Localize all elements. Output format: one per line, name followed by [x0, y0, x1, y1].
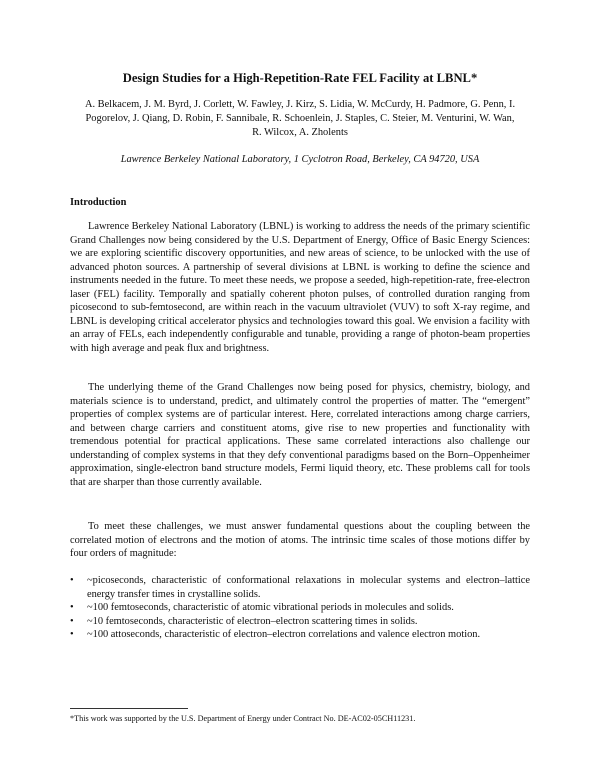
bullet-icon: •	[70, 615, 74, 627]
timescale-list	[70, 574, 530, 642]
author-list: A. Belkacem, J. M. Byrd, J. Corlett, W. Fawley, J. Kirz, S. Lidia, W. McCurdy, H. Padmore, G. Penn, I. Pogorelov, J. Qiang, D. Robin, F. Sannibale, R. Schoenlein, J. Staples, C. Steier, M. Venturini, W. Wan, R. Wilcox, A. Zholents	[84, 99, 516, 138]
footnote: *This work was supported by the U.S. Department of Energy under Contract No. DE-AC02-05CH11231.	[70, 714, 416, 723]
bullet-icon: •	[70, 629, 74, 640]
list-item	[70, 601, 530, 615]
list-item	[70, 615, 530, 629]
paragraph-3: To meet these challenges, we must answer fundamental questions about the coupling between the correlated motion of electrons and the motion of atoms. The intrinsic time scales of those motions differ by four orders of magnitude:	[70, 521, 530, 559]
footnote-divider	[70, 708, 188, 709]
list-item-text: ~100 femtoseconds, characteristic of atomic vibrational periods in molecules and solids.	[87, 602, 454, 613]
list-item	[70, 574, 530, 601]
affiliation: Lawrence Berkeley National Laboratory, 1 Cyclotron Road, Berkeley, CA 94720, USA	[120, 154, 480, 165]
list-item-text: ~100 attoseconds, characteristic of electron–electron correlations and valence electron motion.	[87, 629, 481, 640]
section-heading-introduction: Introduction	[70, 197, 127, 208]
list-item	[70, 628, 530, 642]
paragraph-2: The underlying theme of the Grand Challenges now being posed for physics, chemistry, biology, and materials science is to understand, predict, and ultimately control the properties of matter. The “emergent” properties of complex systems are of particular interest. Here, correlated interactions among charge carriers, and between charge carriers and constituent atoms, give rise to new properties and functionality with tremendous potential for practical applications. These same correlated interactions also challenge our understanding of complex systems in that they defy conventional paradigms based on the Born–Oppenheimer approximation, single-electron band structure models, Fermi liquid theory, etc. These problems call for tools that are sharper than those currently available.	[70, 382, 530, 488]
bullet-icon: •	[70, 602, 74, 613]
paragraph-1: Lawrence Berkeley National Laboratory (LBNL) is working to address the needs of the primary scientific Grand Challenges now being considered by the U.S. Department of Energy, Office of Basic Energy Sciences: we are exploring scientific discovery opportunities, and new areas of science, to be unlocked with the use of advanced photon sources. A partnership of several divisions at LBNL is working to define the science and instruments needed in the future. To meet these needs, we propose a seeded, high-repetition-rate, free-electron laser (FEL) facility. Temporally and spatially coherent photon pulses, of controlled duration ranging from picosecond to sub-femtosecond, are within reach in the vacuum ultraviolet (VUV) to soft X-ray regime, and LBNL is developing critical accelerator physics and technologies toward this goal. We envision a facility with an array of FELs, each independently configurable and tunable, providing a range of photon-beam properties with high average and peak flux and brightness.	[70, 221, 530, 354]
paper-title: Design Studies for a High-Repetition-Rate FEL Facility at LBNL*	[122, 71, 478, 85]
bullet-icon: •	[70, 575, 74, 586]
list-item-text: ~10 femtoseconds, characteristic of electron–electron scattering times in solids.	[87, 615, 418, 627]
list-item-text: ~picoseconds, characteristic of conformational relaxations in molecular systems and electron–lattice energy transfer times in crystalline solids.	[87, 575, 530, 600]
